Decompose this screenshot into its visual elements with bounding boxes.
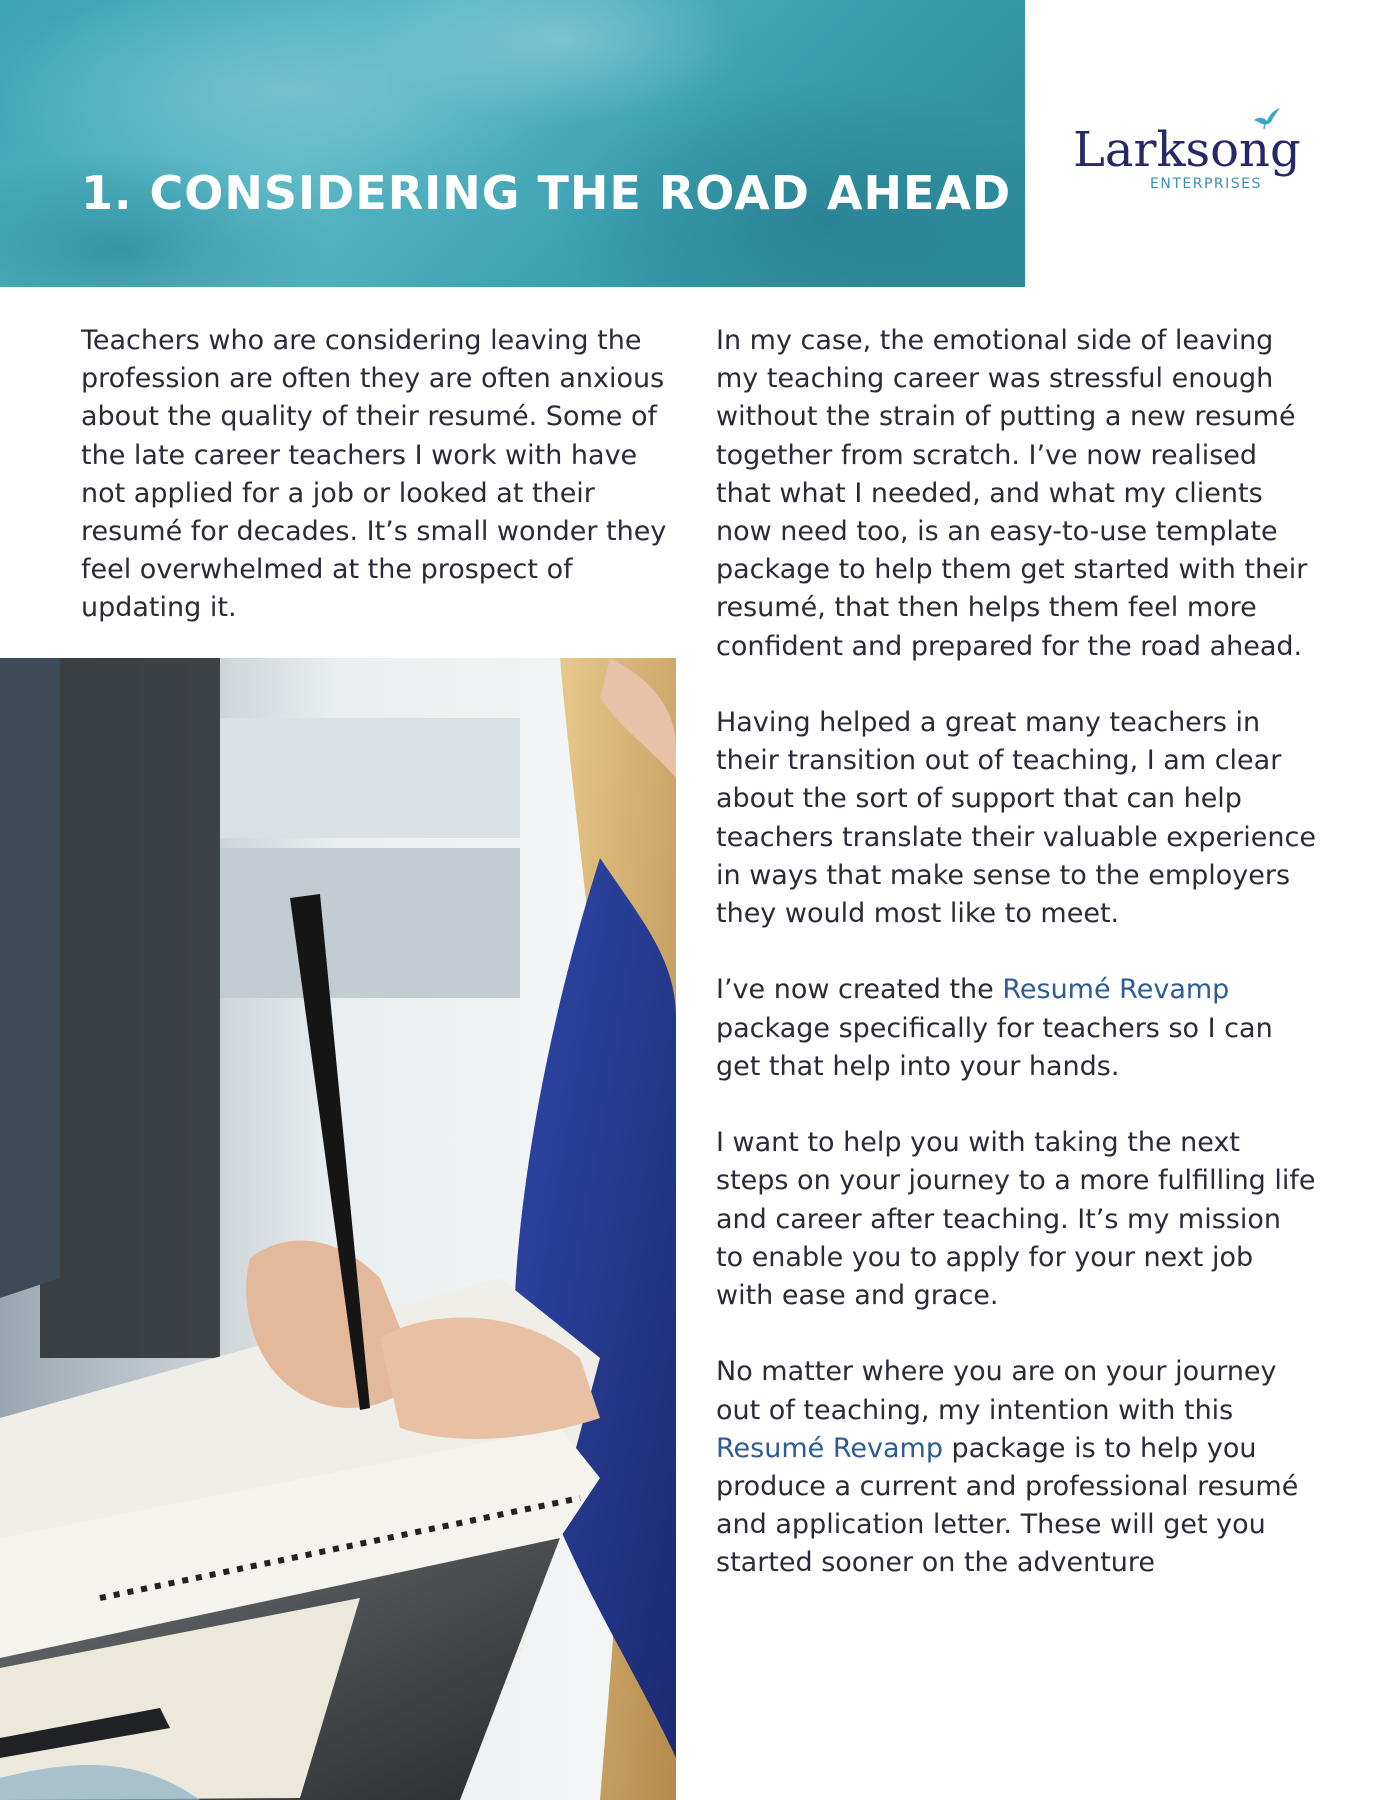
larksong-logo <box>1070 106 1320 196</box>
page-title: 1. CONSIDERING THE ROAD AHEAD <box>81 166 1012 220</box>
resume-revamp-link[interactable]: Resumé Revamp <box>1002 974 1230 1006</box>
paragraph-5-start: No matter where you are on your journey out of teaching, my intention with this <box>716 1356 1277 1426</box>
logo-wordmark: Larksong <box>1073 122 1301 178</box>
paragraph-1: In my case, the emotional side of leaving my teaching career was stressful enough without the strain of putting a new resumé together from scratch. I’ve now realised that what I needed, and what my clients now need too, is an easy-to-use template package to help them get started with their resumé, that then helps them feel more confident and prepared for the road ahead. <box>716 325 1308 662</box>
left-column <box>81 322 681 628</box>
paragraph-3 <box>716 971 1316 1086</box>
right-column <box>716 322 1316 1621</box>
paragraph-4: I want to help you with taking the next steps on your journey to a more fulfilling life and career after teaching. It’s my mission to enable you to apply for your next job with ease and grace. <box>716 1127 1316 1312</box>
paragraph-2: Having helped a great many teachers in their transition out of teaching, I am clear about the sort of support that can help teachers translate their valuable experience in ways that make sense to the employers they would most like to meet. <box>716 707 1316 930</box>
intro-paragraph: Teachers who are considering leaving the profession are often they are often anxious about the quality of their resumé. Some of the late career teachers I work with have not applied for a job or looked at their resumé for decades. It’s small wonder they feel overwhelmed at the prospect of updating it. <box>81 325 667 624</box>
logo-subtitle: ENTERPRISES <box>1150 176 1262 192</box>
paragraph-5 <box>716 1353 1316 1582</box>
photo-illustration <box>0 658 676 1800</box>
photo-student-writing <box>0 658 676 1800</box>
paragraph-5-end: package is to help you produce a current and professional resumé and application letter. These will get you started sooner on the adventure <box>716 1432 1299 1579</box>
paragraph-3-start: I’ve now created the <box>716 974 1003 1006</box>
header-banner <box>0 0 1025 287</box>
paragraph-3-end: package specifically for teachers so I can get that help into your hands. <box>716 1012 1273 1082</box>
resume-revamp-link-2[interactable]: Resumé Revamp <box>716 1432 943 1464</box>
